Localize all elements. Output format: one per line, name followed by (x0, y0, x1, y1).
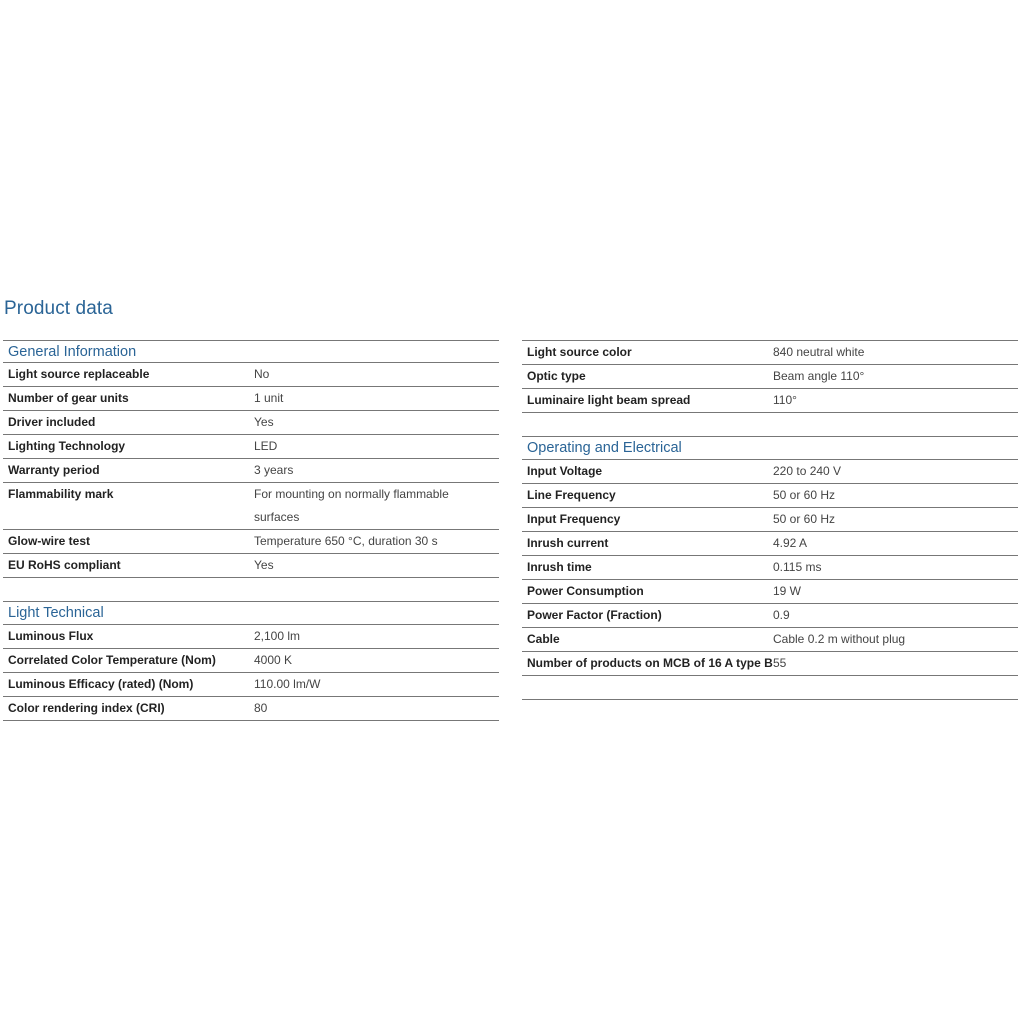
table-row (522, 556, 1018, 580)
table-row (522, 484, 1018, 508)
table-row (3, 459, 499, 483)
row-value: 80 (254, 701, 268, 715)
row-value: 0.9 (773, 608, 790, 622)
row-key: Number of gear units (8, 391, 129, 405)
table-row (522, 628, 1018, 652)
table-row (522, 652, 1018, 676)
section-header-light-technical: Light Technical (3, 602, 499, 625)
table-row (3, 483, 499, 530)
row-value: Cable 0.2 m without plug (773, 632, 906, 646)
table-row (3, 387, 499, 411)
row-key: Driver included (8, 415, 96, 429)
table-row (3, 697, 499, 721)
row-value: 4000 K (254, 653, 293, 667)
row-key: Luminous Efficacy (rated) (Nom) (8, 677, 194, 691)
table-row (3, 435, 499, 459)
row-key: EU RoHS compliant (8, 558, 121, 572)
row-value: Temperature 650 °C, duration 30 s (254, 534, 438, 548)
row-value: Yes (254, 415, 274, 429)
row-key: Light source replaceable (8, 367, 150, 381)
row-value: 55 (773, 656, 787, 670)
row-key: Color rendering index (CRI) (8, 701, 165, 715)
row-value: 19 W (773, 584, 802, 598)
table-row (3, 363, 499, 387)
row-key: Lighting Technology (8, 439, 126, 453)
row-key: Line Frequency (527, 488, 616, 502)
table-row (3, 625, 499, 649)
table-row (522, 389, 1018, 413)
row-key: Power Factor (Fraction) (527, 608, 662, 622)
section-divider (522, 676, 1018, 700)
table-row (3, 530, 499, 554)
table-row (522, 580, 1018, 604)
section-header-general-information: General Information (3, 340, 499, 363)
table-row (3, 411, 499, 435)
table-row (522, 532, 1018, 556)
row-key: Correlated Color Temperature (Nom) (8, 653, 216, 667)
row-key: Luminous Flux (8, 629, 94, 643)
section-header-operating-electrical: Operating and Electrical (522, 437, 1018, 460)
row-key: Light source color (527, 345, 632, 359)
right-column (522, 340, 1018, 700)
table-row (522, 508, 1018, 532)
row-key: Inrush current (527, 536, 609, 550)
table-row (522, 340, 1018, 365)
row-value: 110° (773, 393, 797, 407)
row-key: Input Frequency (527, 512, 621, 526)
row-key: Power Consumption (527, 584, 644, 598)
row-value: 0.115 ms (773, 560, 822, 574)
row-key: Cable (527, 632, 560, 646)
row-value: For mounting on normally flammable surfaces (254, 487, 449, 524)
row-key: Flammability mark (8, 487, 114, 501)
row-key: Number of products on MCB of 16 A type B (527, 656, 773, 670)
row-value: Beam angle 110° (773, 369, 865, 383)
page-title: Product data (4, 298, 113, 319)
section-divider (3, 578, 499, 602)
row-value: 110.00 lm/W (254, 677, 321, 691)
section-divider (522, 413, 1018, 437)
row-value: 50 or 60 Hz (773, 512, 836, 526)
row-key: Luminaire light beam spread (527, 393, 691, 407)
table-row (3, 554, 499, 578)
table-row (3, 649, 499, 673)
table-row (522, 604, 1018, 628)
row-key: Warranty period (8, 463, 100, 477)
left-column (3, 340, 499, 721)
row-value: 4.92 A (773, 536, 808, 550)
table-row (3, 673, 499, 697)
row-key: Glow-wire test (8, 534, 91, 548)
row-key: Inrush time (527, 560, 592, 574)
row-value: 1 unit (254, 391, 284, 405)
row-key: Input Voltage (527, 464, 603, 478)
table-row (522, 460, 1018, 484)
table-row (522, 365, 1018, 389)
row-value: LED (254, 439, 278, 453)
row-value: 840 neutral white (773, 345, 865, 359)
row-value: Yes (254, 558, 274, 572)
row-value: 3 years (254, 463, 294, 477)
row-value: 2,100 lm (254, 629, 301, 643)
row-value: 50 or 60 Hz (773, 488, 836, 502)
row-key: Optic type (527, 369, 586, 383)
row-value: No (254, 367, 270, 381)
row-value: 220 to 240 V (773, 464, 842, 478)
